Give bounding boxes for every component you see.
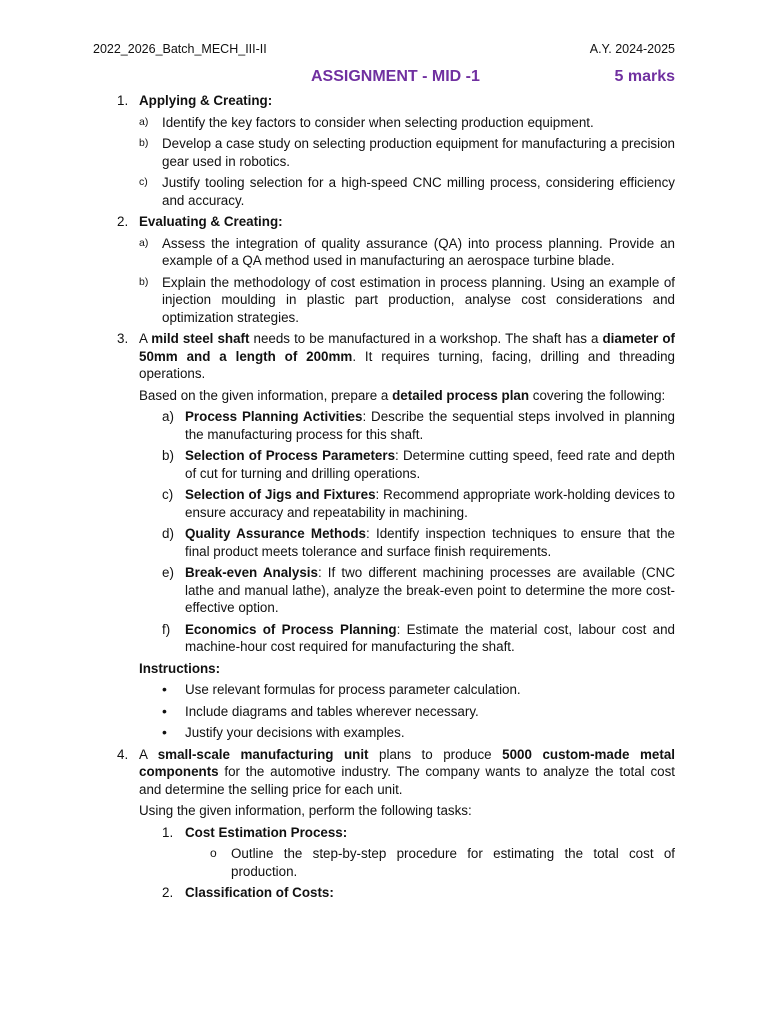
task-item — [139, 884, 675, 902]
bullet-text: Justify your decisions with examples. — [185, 725, 405, 740]
assignment-body — [93, 92, 675, 906]
item-text: Develop a case study on selecting production equipment for manufacturing a precision gear used in robotics. — [162, 136, 675, 169]
task-number: 1. — [162, 824, 174, 840]
task-label: Classification of Costs: — [185, 885, 334, 900]
academic-year: A.Y. 2024-2025 — [589, 42, 675, 56]
item-marker: b) — [139, 137, 149, 149]
list-item — [139, 174, 675, 209]
item-label: Economics of Process Planning — [185, 621, 397, 637]
item-text: Justify tooling selection for a high-speed CNC milling process, considering efficiency and accuracy. — [162, 175, 675, 208]
bullet-icon: • — [162, 681, 167, 697]
subitem-text: Outline the step-by-step procedure for estimating the total cost of production. — [231, 846, 675, 879]
item-marker: b) — [139, 275, 149, 288]
item-text: Identify the key factors to consider when selecting production equipment. — [162, 114, 594, 130]
instructions-heading: Instructions: — [139, 660, 221, 676]
list-item — [139, 114, 675, 132]
intro-text: A — [139, 331, 152, 346]
bullet-text: Include diagrams and tables wherever necessary. — [185, 703, 479, 719]
question-number: 1. — [117, 93, 129, 108]
intro-text: A — [139, 746, 158, 762]
intro-text: . It requires turning, facing, drilling and threading operations. — [139, 348, 675, 381]
item-text: Explain the methodology of cost estimation in process planning. Using an example of injection moulding in plastic part production, analyse cost considerations and optimization strategies. — [162, 274, 675, 325]
question-intro — [139, 746, 675, 799]
question-number: 4. — [117, 746, 129, 762]
page-title: ASSIGNMENT - MID -1 — [311, 68, 480, 85]
question-heading: Evaluating & Creating: — [139, 214, 283, 229]
item-label: Break-even Analysis — [185, 565, 318, 580]
item-marker: b) — [162, 448, 174, 463]
item-label: Selection of Jigs and Fixtures — [185, 487, 376, 502]
bullet-icon: • — [162, 724, 167, 740]
item-text: : Estimate the material cost, labour cost and machine-hour cost required for manufacturing the shaft. — [185, 621, 676, 654]
bullet-text: Use relevant formulas for process parameter calculation. — [185, 682, 521, 697]
item-text: : Identify inspection techniques to ensure that the final product meets tolerance and surface finish requirements. — [185, 526, 675, 559]
item-text: Assess the integration of quality assurance (QA) into process planning. Provide an example of a QA method used in manufacturing an aerospace turbine blade. — [162, 235, 675, 268]
intro-text: needs to be manufactured in a workshop. The shaft has a — [249, 331, 603, 346]
process-plan-list — [139, 408, 675, 656]
intro-bold: mild steel shaft — [151, 331, 250, 346]
task-number: 2. — [162, 885, 174, 900]
instruction-bold: detailed process plan — [392, 387, 530, 403]
question-number: 2. — [117, 214, 129, 229]
bullet-item — [139, 681, 675, 699]
list-item — [139, 274, 675, 327]
list-item — [139, 408, 675, 443]
task-label: Cost Estimation Process: — [185, 824, 348, 840]
item-marker: c) — [162, 487, 174, 502]
instruction-text: covering the following: — [529, 387, 666, 403]
question-number: 3. — [117, 331, 129, 346]
batch-header: 2022_2026_Batch_MECH_III-II — [93, 42, 267, 56]
bullet-icon: • — [162, 702, 167, 719]
task-subitem — [139, 845, 675, 880]
item-marker: f) — [162, 621, 171, 637]
question-instruction: Using the given information, perform the following tasks: — [139, 803, 472, 818]
question-3 — [93, 330, 675, 742]
item-text: : If two different machining processes are available (CNC lathe and manual lathe), analyze the break-even point to determine the more cost-effective option. — [185, 565, 675, 615]
intro-bold: 5000 custom-made metal components — [139, 746, 675, 779]
task-item — [139, 824, 675, 842]
item-label: Quality Assurance Methods — [185, 526, 366, 541]
item-text: : Recommend appropriate work-holding devices to ensure accuracy and repeatability in machining. — [185, 487, 676, 520]
item-marker: c) — [139, 176, 148, 188]
intro-bold: diameter of 50mm and a length of 200mm — [139, 331, 676, 364]
intro-text: for the automotive industry. The company wants to analyze the total cost and determine the selling price for each unit. — [139, 764, 675, 797]
list-item — [139, 621, 675, 656]
list-item — [139, 486, 675, 521]
list-item — [139, 235, 675, 270]
list-item — [139, 447, 675, 482]
question-heading: Applying & Creating: — [139, 93, 273, 108]
list-item — [139, 525, 675, 560]
question-4 — [93, 746, 675, 902]
item-text: : Determine cutting speed, feed rate and depth of cut for turning and drilling operations. — [185, 448, 675, 481]
question-1 — [93, 92, 675, 209]
bullet-item — [139, 703, 675, 721]
bullet-item — [139, 724, 675, 742]
item-label: Selection of Process Parameters — [185, 448, 396, 463]
marks-label: 5 marks — [614, 68, 675, 85]
intro-text: plans to produce — [368, 746, 503, 762]
item-marker: e) — [162, 565, 174, 580]
circle-bullet-icon: o — [210, 846, 217, 860]
intro-bold: small-scale manufacturing unit — [157, 746, 369, 762]
item-label: Process Planning Activities — [185, 409, 363, 424]
item-marker: a) — [139, 115, 149, 128]
list-item — [139, 135, 675, 170]
instruction-text: Based on the given information, prepare a — [139, 387, 393, 403]
item-marker: d) — [162, 526, 174, 541]
question-2 — [93, 213, 675, 326]
question-intro — [139, 330, 675, 383]
list-item — [139, 564, 675, 617]
item-marker: a) — [162, 409, 174, 424]
item-text: : Describe the sequential steps involved in planning the manufacturing process for this shaft. — [185, 409, 675, 442]
question-instruction — [139, 387, 675, 405]
item-marker: a) — [139, 236, 149, 249]
